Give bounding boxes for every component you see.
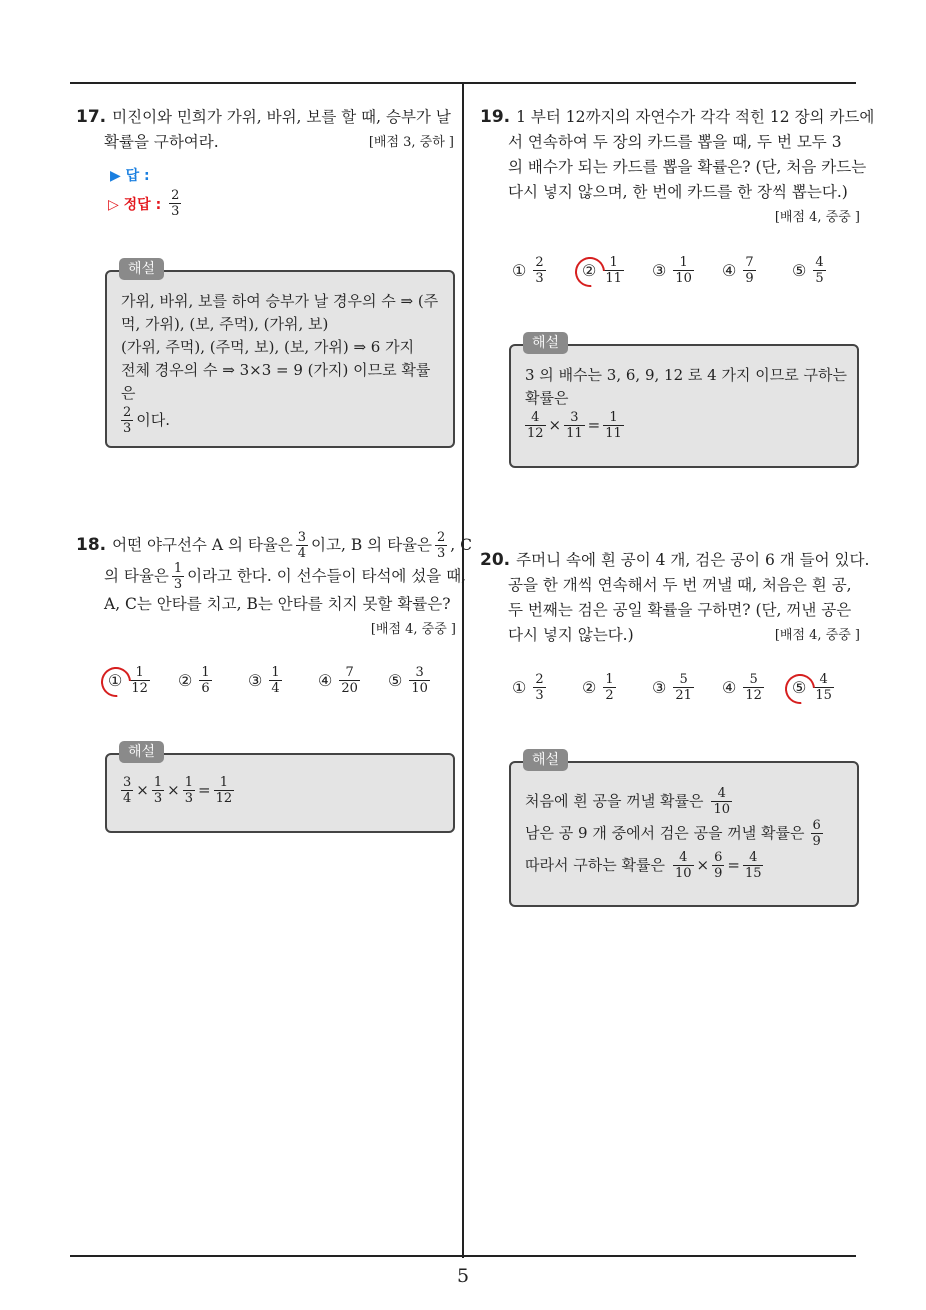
numerator: 1	[135, 665, 144, 680]
choice-1[interactable]	[108, 665, 178, 696]
denominator: 3	[171, 204, 180, 219]
question-text: , C	[450, 536, 472, 554]
explanation-box-19	[509, 335, 859, 468]
numerator: 1	[609, 255, 618, 270]
fraction	[603, 255, 624, 286]
difficulty-meta: [배점 4, 중중 ]	[774, 210, 860, 225]
fraction	[121, 405, 133, 436]
denominator: 9	[745, 271, 754, 286]
denominator: 10	[674, 865, 692, 881]
difficulty-meta: [배점 3, 중하 ]	[368, 135, 454, 150]
choice-mark: ②	[178, 671, 193, 690]
explanation-formula: $\frac{3}{4}$ × $\frac{1}{3}$ × $\frac{1}{3}$ = $\frac{1}{12}$	[123, 775, 233, 806]
choice-mark: ②	[582, 678, 597, 697]
explanation-text: 처음에 흰 공을 꺼낼 확률은 $\frac{4}{10}$ 남은 공 9 개 중에서 검은 공을 꺼낼 확률은 $\frac{6}{9}$ 따라서 구하는 확률은 $\frac{4}{10}$ × $\frac{6}{9}$ = $\frac{4}{15}$	[525, 785, 821, 881]
fraction	[169, 188, 181, 219]
numerator: 1	[605, 672, 614, 687]
fraction	[525, 410, 546, 441]
choice-3[interactable]	[652, 672, 722, 703]
question-text: A, C는 안타를 치고, B는 안타를 치지 못할 확률은?	[104, 595, 451, 613]
explanation-line: 먹, 가위), (보, 주먹), (가위, 보)	[121, 315, 329, 333]
choice-mark: ④	[318, 671, 333, 690]
column-divider	[462, 83, 464, 1258]
fraction	[712, 850, 724, 881]
denominator: 12	[131, 681, 148, 696]
numerator: 4	[679, 849, 688, 865]
numerator: 1	[609, 410, 618, 425]
explanation-tag: 해설	[119, 258, 164, 280]
question-number: 19.	[480, 107, 511, 127]
fraction	[435, 530, 447, 561]
denominator: 3	[535, 271, 544, 286]
numerator: 5	[749, 672, 758, 687]
explanation-box-18	[105, 744, 455, 833]
answer-label: ▶ 답 :	[110, 168, 150, 184]
question-20	[480, 548, 870, 648]
fraction	[811, 818, 823, 849]
choice-mark: ④	[722, 261, 737, 280]
explanation-line: 처음에 흰 공을 꺼낼 확률은	[525, 792, 704, 810]
denominator: 6	[201, 681, 210, 696]
numerator: 2	[171, 188, 180, 203]
question-text: 이고, B 의 타율은	[311, 536, 432, 554]
choice-3[interactable]	[248, 665, 318, 696]
explanation-tag: 해설	[523, 749, 568, 771]
explanation-tag: 해설	[119, 741, 164, 763]
correct-answer	[108, 188, 184, 219]
question-number: 17.	[76, 107, 107, 127]
choice-2[interactable]	[582, 672, 652, 703]
fraction	[603, 410, 624, 441]
denominator: 11	[605, 271, 622, 286]
denominator: 4	[297, 546, 307, 561]
question-17	[76, 105, 454, 155]
fraction	[199, 665, 211, 696]
explanation-formula: $\frac{4}{12}$ × $\frac{3}{11}$ = $\frac{1}{11}$	[527, 410, 622, 441]
choice-mark: ④	[722, 678, 737, 697]
question-number: 18.	[76, 535, 107, 555]
fraction	[813, 255, 825, 286]
question-text: 주머니 속에 흰 공이 4 개, 검은 공이 6 개 들어 있다.	[516, 551, 870, 569]
question-text: 의 배수가 되는 카드를 뽑을 확률은? (단, 처음 카드는	[508, 158, 867, 176]
question-text: 확률을 구하여라.	[104, 133, 219, 151]
choice-mark: ③	[652, 261, 667, 280]
choice-mark: ⑤	[388, 671, 403, 690]
numerator: 7	[345, 665, 354, 680]
choice-4[interactable]	[722, 255, 792, 286]
choice-5[interactable]	[388, 665, 458, 696]
denominator: 3	[123, 421, 132, 436]
fraction	[743, 850, 764, 881]
fraction	[269, 665, 281, 696]
denominator: 12	[745, 688, 762, 703]
page-number: 5	[456, 1265, 470, 1287]
question-text: 다시 넣지 않으며, 한 번에 카드를 한 장씩 뽑는다.)	[508, 183, 848, 201]
choice-mark: ⑤	[792, 261, 807, 280]
denominator: 11	[566, 426, 583, 441]
numerator: 2	[535, 255, 544, 270]
choice-mark: ③	[248, 671, 263, 690]
question-text: 1 부터 12까지의 자연수가 각각 적힌 12 장의 카드에	[516, 108, 875, 126]
numerator: 1	[219, 775, 228, 790]
denominator: 9	[714, 865, 723, 881]
numerator: 7	[745, 255, 754, 270]
explanation-box-20	[509, 752, 859, 907]
fraction	[603, 672, 615, 703]
numerator: 1	[679, 255, 688, 270]
numerator: 4	[749, 849, 758, 865]
fraction	[673, 672, 694, 703]
question-text: 두 번째는 검은 공일 확률을 구하면? (단, 꺼낸 공은	[508, 601, 852, 619]
denominator: 11	[605, 426, 622, 441]
difficulty-meta: [배점 4, 중중 ]	[370, 622, 456, 637]
choice-5[interactable]	[792, 255, 862, 286]
choice-4[interactable]	[722, 672, 792, 703]
explanation-line: 이다.	[136, 411, 171, 429]
fraction	[183, 775, 195, 806]
question-text: 미진이와 민희가 가위, 바위, 보를 할 때, 승부가 날	[112, 108, 451, 126]
denominator: 3	[153, 791, 163, 806]
fraction	[409, 665, 430, 696]
question-text: 공을 한 개씩 연속해서 두 번 꺼낼 때, 처음은 흰 공,	[508, 576, 852, 594]
denominator: 20	[341, 681, 358, 696]
choices-19	[512, 255, 862, 286]
choice-5[interactable]	[792, 672, 862, 703]
explanation-line: 남은 공 9 개 중에서 검은 공을 꺼낼 확률은	[525, 824, 805, 842]
choice-2[interactable]	[178, 665, 248, 696]
numerator: 3	[570, 410, 579, 425]
numerator: 3	[297, 530, 307, 545]
question-text: 어떤 야구선수 A 의 타율은	[112, 536, 293, 554]
question-19	[480, 105, 875, 230]
explanation-text	[525, 364, 847, 441]
denominator: 3	[184, 791, 193, 806]
explanation-line: 따라서 구하는 확률은	[525, 856, 665, 874]
choice-2[interactable]	[582, 255, 652, 286]
numerator: 6	[812, 817, 821, 833]
numerator: 1	[184, 775, 193, 790]
choice-mark: ②	[582, 261, 597, 280]
numerator: 6	[714, 849, 723, 865]
denominator: 15	[815, 688, 832, 703]
fraction	[673, 850, 694, 881]
explanation-line: 3 의 배수는 3, 6, 9, 12 로 4 가지 이므로 구하는	[525, 366, 847, 384]
numerator: 2	[123, 405, 132, 420]
fraction	[214, 775, 235, 806]
denominator: 4	[271, 681, 280, 696]
choice-mark: ③	[652, 678, 667, 697]
explanation-box-17	[105, 261, 455, 448]
numerator: 4	[819, 672, 828, 687]
numerator: 4	[531, 410, 540, 425]
explanation-text	[121, 290, 443, 436]
question-text: 다시 넣지 않는다.)	[508, 626, 634, 644]
denominator: 3	[436, 546, 446, 561]
denominator: 10	[713, 801, 731, 817]
denominator: 5	[815, 271, 824, 286]
numerator: 1	[271, 665, 280, 680]
numerator: 1	[173, 561, 183, 576]
numerator: 2	[436, 530, 446, 545]
explanation-line: 전체 경우의 수 ⇒ 3×3 = 9 (가지) 이므로 확률은	[121, 361, 431, 402]
numerator: 1	[153, 775, 163, 790]
explanation-line: 확률은	[525, 389, 569, 407]
choices-20	[512, 672, 862, 703]
fraction	[296, 530, 308, 561]
fraction	[564, 410, 585, 441]
choice-mark: ⑤	[792, 678, 807, 697]
numerator: 5	[679, 672, 688, 687]
explanation-line: 가위, 바위, 보를 하여 승부가 날 경우의 수 ⇒ (주	[121, 292, 439, 310]
fraction	[339, 665, 360, 696]
question-18	[76, 530, 472, 642]
numerator: 2	[535, 672, 544, 687]
denominator: 21	[675, 688, 692, 703]
fraction	[172, 561, 184, 592]
fraction	[129, 665, 150, 696]
numerator: 4	[815, 255, 824, 270]
choices-18	[108, 665, 458, 696]
numerator: 1	[201, 665, 210, 680]
difficulty-meta: [배점 4, 중중 ]	[774, 628, 860, 643]
choice-mark: ①	[512, 261, 527, 280]
choice-4[interactable]	[318, 665, 388, 696]
denominator: 10	[411, 681, 428, 696]
denominator: 12	[215, 791, 233, 806]
choice-mark: ①	[108, 671, 123, 690]
choice-1[interactable]	[512, 672, 582, 703]
question-text: 의 타율은	[104, 567, 169, 585]
fraction	[533, 255, 545, 286]
explanation-tag: 해설	[523, 332, 568, 354]
numerator: 3	[415, 665, 424, 680]
choice-1[interactable]	[512, 255, 582, 286]
question-text: 이라고 한다. 이 선수들이 타석에 섰을 때,	[187, 567, 467, 585]
fraction	[813, 672, 834, 703]
correct-label: ▷ 정답 :	[108, 196, 162, 213]
fraction	[152, 775, 164, 806]
fraction	[743, 255, 755, 286]
numerator: 4	[717, 785, 726, 801]
fraction	[743, 672, 764, 703]
fraction	[673, 255, 694, 286]
denominator: 15	[744, 865, 762, 881]
fraction	[533, 672, 545, 703]
fraction	[121, 775, 133, 806]
fraction	[711, 786, 732, 817]
choice-3[interactable]	[652, 255, 722, 286]
denominator: 4	[123, 791, 132, 806]
choice-mark: ①	[512, 678, 527, 697]
question-number: 20.	[480, 550, 511, 570]
denominator: 12	[527, 426, 544, 441]
denominator: 9	[812, 833, 821, 849]
denominator: 3	[535, 688, 544, 703]
denominator: 3	[173, 577, 183, 592]
explanation-line: (가위, 주먹), (주먹, 보), (보, 가위) ⇒ 6 가지	[121, 338, 415, 356]
numerator: 3	[123, 775, 132, 790]
denominator: 2	[605, 688, 614, 703]
question-text: 서 연속하여 두 장의 카드를 뽑을 때, 두 번 모두 3	[508, 133, 842, 151]
denominator: 10	[675, 271, 692, 286]
